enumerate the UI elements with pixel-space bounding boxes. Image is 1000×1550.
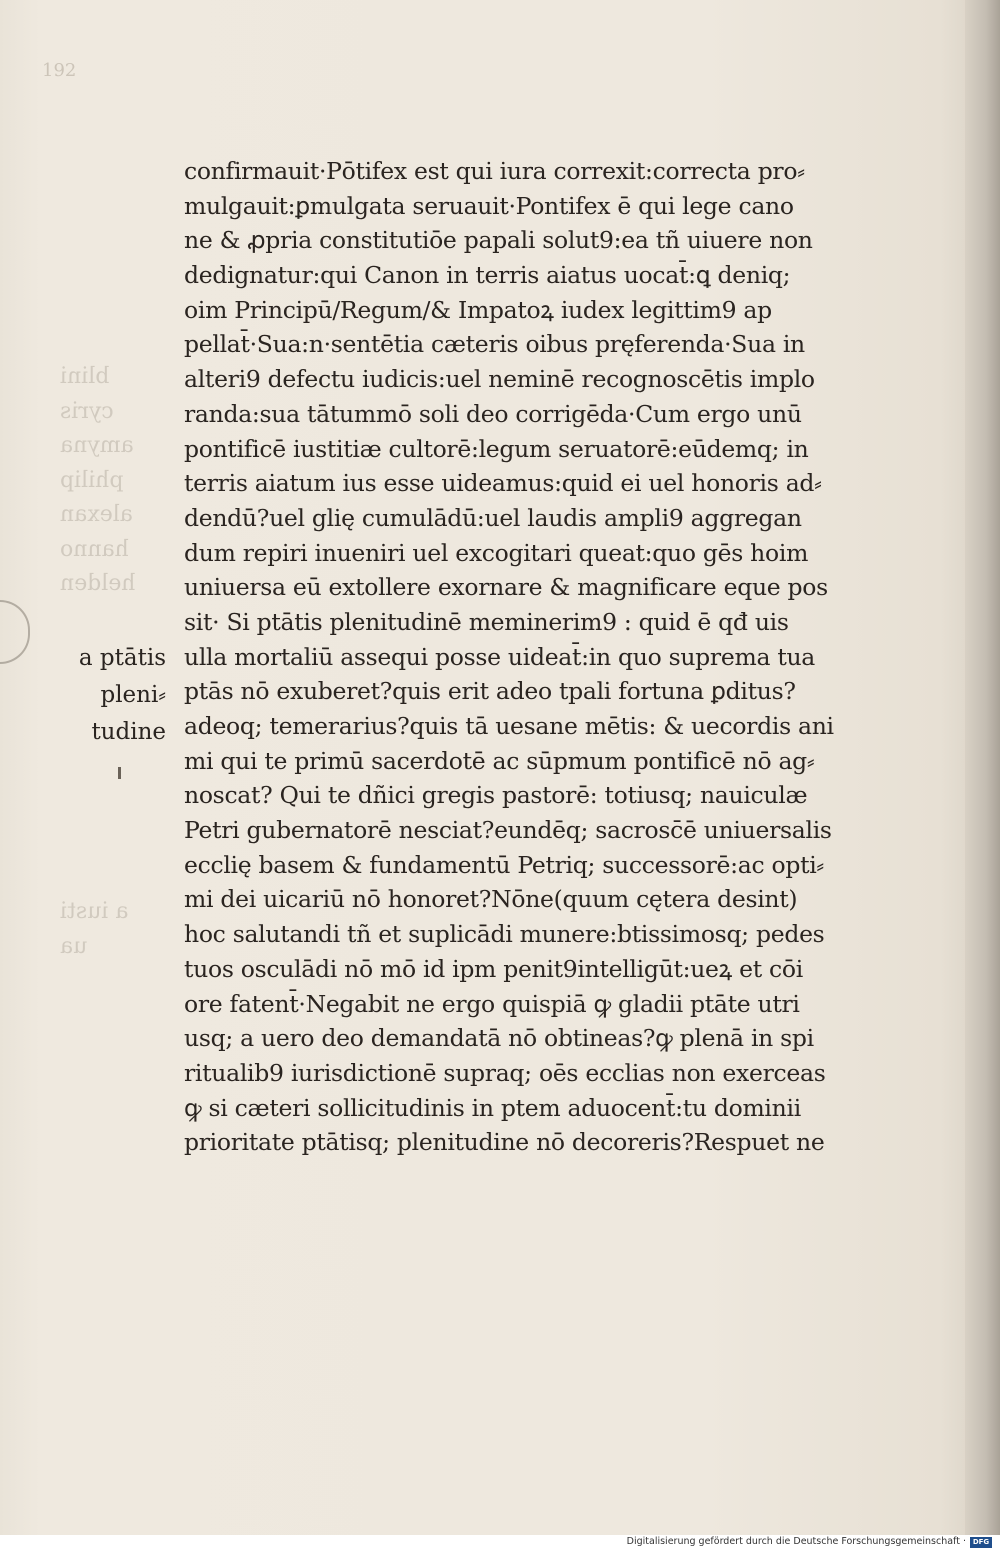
text-line: ecclię basem & fundamentū Petriq; successorē:ac opti⸗: [184, 850, 824, 879]
bleed-line: alexan: [60, 502, 133, 527]
bleed-line: ua: [60, 933, 88, 959]
text-line: ulla mortaliū assequi posse uideat̄:in quo suprema tua: [184, 642, 816, 671]
text-line: confirmauit·Pōtifex est qui iura correxit:correcta pro⸗: [184, 157, 805, 185]
text-line: ritualib9 iurisdictionē supraq; oēs ecclias non exerceas: [184, 1058, 826, 1087]
bleed-line: blini: [60, 364, 110, 389]
marginal-note-line: pleni⸗: [100, 682, 166, 708]
text-line: alteri9 defectu iudicis:uel neminē recognoscētis implo: [184, 365, 815, 394]
text-line: Petri gubernatorē nesciat?eundēq; sacrosc̄ē uniuersalis: [184, 816, 832, 845]
folio-number: 192: [42, 60, 77, 81]
text-line: uniuersa eū extollere exornare & magnificare eque pos: [184, 573, 828, 602]
bleed-line: philip: [60, 467, 124, 493]
text-line: pellat̄·Sua:n·sentētia cæteris oibus pręferenda·Sua in: [184, 330, 805, 359]
bleed-line: cyris: [60, 398, 114, 424]
text-line: mulgauit:ꝑmulgata seruauit·Pontifex ē qui lege cano: [184, 191, 794, 220]
text-line: ptās nō exuberet?quis erit adeo tpali fortuna ꝑditus?: [184, 677, 796, 706]
text-line: sit· Si ptātis plenitudinē meminerim9 : quid ē qđ uis: [184, 607, 789, 636]
book-fore-edge: [965, 0, 1000, 1535]
text-line: dum repiri inueniri uel excogitari queat:quo gēs hoim: [184, 538, 809, 567]
text-line: ore fatent̄·Negabit ne ergo quispiā ꝙ gladii ptāte utri: [184, 989, 800, 1018]
text-line: oim Principū/Regum/& Impatoꝝ iudex legittim9 ap: [184, 295, 772, 324]
text-line: mi dei uicariū nō honoret?Nōne(quum cętera desint): [184, 885, 798, 914]
bleed-line: amyna: [60, 433, 134, 458]
bleed-line: helden: [60, 571, 136, 596]
margin-tick-mark: [118, 767, 121, 779]
text-line: ne & ꝓpria constitutiōe papali solut9:ea tñ uiuere non: [184, 226, 813, 255]
bleed-line: hanno: [60, 536, 129, 562]
text-line: randa:sua tātummō soli deo corrigēda·Cum ergo unū: [184, 399, 802, 428]
text-line: tuos osculādi nō mō id ipm penit9intelligūt:ueꝝ et cōi: [184, 954, 803, 983]
text-line: pontificē iustitiæ cultorē:legum seruatorē:eūdemq; in: [184, 434, 809, 463]
text-line: ꝙ si cæteri sollicitudinis in ptem aduocent̄:tu dominii: [184, 1093, 801, 1122]
text-line: adeoq; temerarius?quis tā uesane mētis: & uecordis ani: [184, 712, 834, 740]
text-line: usq; a uero deo demandatā nō obtineas?ꝙ plenā in spi: [184, 1024, 814, 1053]
marginal-note: [66, 640, 166, 751]
bleed-through-lower: [60, 895, 180, 964]
bleed-through-upper: [60, 360, 180, 602]
marginal-note-line: a ptātis: [78, 645, 166, 671]
text-line: dedignatur:qui Canon in terris aiatus uocat̄:ꝗ deniq;: [184, 261, 791, 290]
text-line: dendū?uel glię cumulādū:uel laudis ampli9 aggregan: [184, 503, 802, 532]
text-line: hoc salutandi tñ et suplicādi munere:btissimosq; pedes: [184, 920, 825, 949]
marginal-note-line: tudine: [91, 719, 166, 745]
text-line: terris aiatum ius esse uideamus:quid ei uel honoris ad⸗: [184, 469, 822, 498]
main-text-block: [184, 154, 874, 1160]
binding-mark: [0, 600, 30, 664]
text-line: prioritate ptātisq; plenitudine nō decoreris?Respuet ne: [184, 1128, 825, 1157]
text-line: noscat? Qui te dñici gregis pastorē: totiusq; nauiculæ: [184, 781, 808, 810]
footer-credit: Digitalisierung gefördert durch die Deutsche Forschungsgemeinschaft ·: [626, 1536, 966, 1547]
text-line: mi qui te primū sacerdotē ac sūpmum pontificē nō ag⸗: [184, 746, 815, 775]
dfg-logo-icon: DFG: [970, 1537, 992, 1548]
bleed-line: a iusti: [60, 899, 129, 924]
